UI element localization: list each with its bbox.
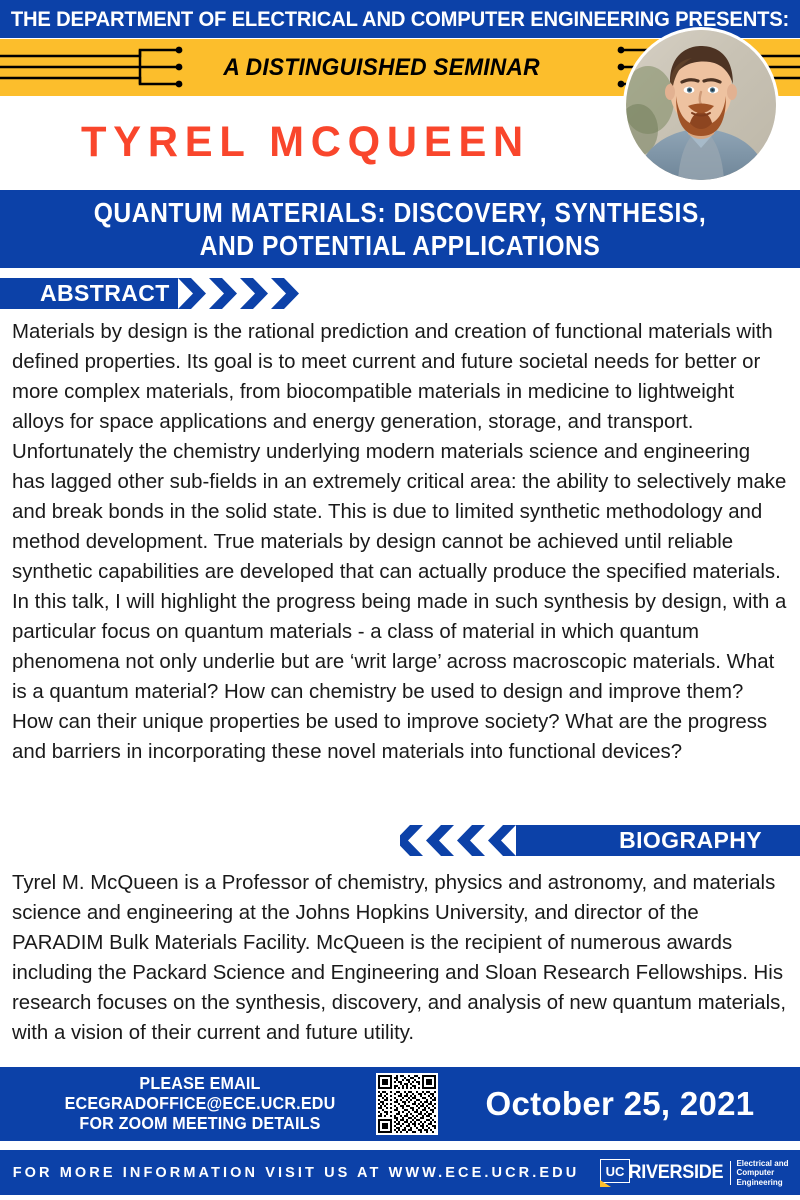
contact-line-3: FOR ZOOM MEETING DETAILS	[79, 1113, 321, 1133]
seminar-label-text: A DISTINGUISHED SEMINAR	[210, 54, 553, 82]
logo-department-name	[736, 1159, 800, 1188]
uc-gold-fold	[600, 1180, 611, 1187]
logo-divider	[730, 1161, 731, 1185]
uc-logo-letters: UC	[605, 1163, 625, 1179]
contact-instructions	[53, 1073, 347, 1133]
logo-dept-line-1: Electrical and Computer	[736, 1158, 789, 1178]
biography-heading: BIOGRAPHY	[619, 827, 762, 853]
speaker-name-area	[0, 96, 610, 188]
uc-shield-icon	[600, 1159, 625, 1187]
qr-code-icon	[376, 1073, 438, 1135]
speaker-name: TYREL MCQUEEN	[80, 117, 530, 166]
talk-title-bar	[0, 190, 800, 268]
contact-email: ECEGRADOFFICE@ECE.UCR.EDU	[64, 1093, 336, 1113]
ucr-logo	[600, 1158, 800, 1188]
footer-info-text: FOR MORE INFORMATION VISIT US AT WWW.ECE.UCR.EDU	[12, 1164, 580, 1181]
talk-title: QUANTUM MATERIALS: DISCOVERY, SYNTHESIS, AND POTENTIAL APPLICATIONS	[93, 197, 707, 261]
abstract-body: Materials by design is the rational prediction and creation of functional materials with defined properties. Its goal is to meet current and future societal needs for better or more complex materials, from biocompatible materials in medicine to lightweight alloys for space applications and energy generation, storage, and transport. Unfortunately the chemistry underlying modern materials science and engineering has lagged other sub-fields in an extremely critical area: the ability to selectively make and break bonds in the solid state. This is due to limited synthetic methodology and method development. True materials by design cannot be achieved until reliable synthetic capabilities are developed that can actually produce the specified materials. In this talk, I will highlight the progress being made in such synthesis by design, with a particular focus on quantum materials - a class of material in which quantum phenomena not only underlie but are ‘writ large’ across macroscopic materials. What is a quantum material? How can chemistry be used to design and improve them? How can their unique properties be used to improve society? What are the progress and barriers in incorporating these novel materials into functional devices?	[12, 320, 787, 763]
event-date: October 25, 2021	[485, 1085, 755, 1122]
chevron-right-icon	[178, 278, 299, 309]
contact-line-1: PLEASE EMAIL	[139, 1073, 261, 1093]
logo-dept-line-2: Engineering	[736, 1177, 783, 1187]
abstract-heading: ABSTRACT	[40, 280, 170, 306]
chevron-left-icon	[400, 825, 516, 856]
biography-body: Tyrel M. McQueen is a Professor of chemistry, physics and astronomy, and materials science and engineering at the Johns Hopkins University, and director of the PARADIM Bulk Materials Facility. McQueen is the recipient of numerous awards including the Packard Science and Engineering and Sloan Research Fellowships. His research focuses on the synthesis, discovery, and analysis of new quantum materials, with a vision of their current and future utility.	[12, 871, 786, 1044]
department-header-text: THE DEPARTMENT OF ELECTRICAL AND COMPUTER ENGINEERING PRESENTS:	[10, 6, 790, 31]
abstract-banner	[0, 278, 300, 309]
biography-banner	[400, 825, 800, 856]
speaker-photo	[626, 30, 776, 180]
riverside-wordmark: RIVERSIDE	[628, 1162, 723, 1183]
